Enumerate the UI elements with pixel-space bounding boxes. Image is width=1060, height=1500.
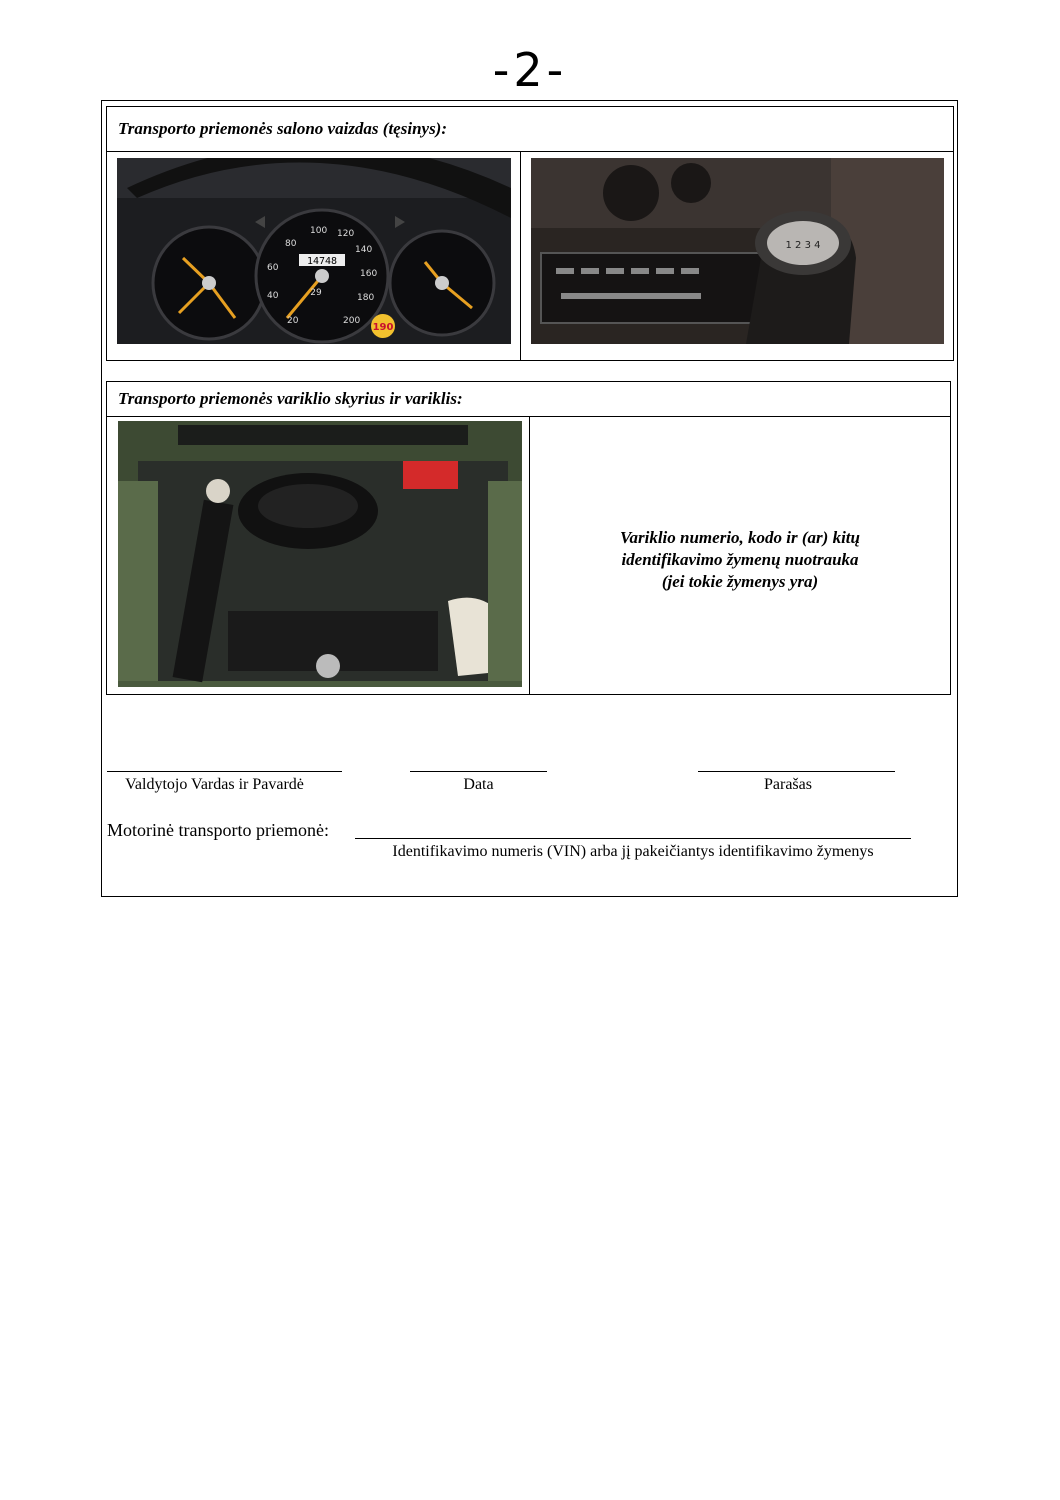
vin-caption: Identifikavimo numeris (VIN) arba jį pakeičiantys identifikavimo žymenys: [392, 843, 874, 860]
page-number: -2-: [492, 43, 568, 97]
svg-text:40: 40: [267, 291, 279, 301]
signature-line[interactable]: [698, 771, 895, 772]
engine-section-title: Transporto priemonės variklio skyrius ir variklis:: [106, 381, 951, 417]
svg-text:120: 120: [337, 229, 355, 239]
svg-text:60: 60: [267, 263, 279, 273]
svg-text:29: 29: [310, 288, 322, 298]
engine-id-caption-line-2: identifikavimo žymenų nuotrauka: [621, 550, 859, 569]
date-label: Data: [463, 776, 494, 793]
engine-photo-cell: [106, 416, 530, 695]
vehicle-label: Motorinė transporto priemonė:: [107, 820, 329, 840]
svg-text:100: 100: [310, 226, 328, 236]
interior-section-title: Transporto priemonės salono vaizdas (tęsinys):: [106, 106, 954, 152]
date-line[interactable]: [410, 771, 547, 772]
svg-text:200: 200: [343, 316, 361, 326]
dashboard-photo: [117, 158, 511, 344]
gear-shifter-photo: [531, 158, 944, 344]
vin-line[interactable]: [355, 838, 911, 839]
engine-id-caption: [530, 527, 950, 593]
engine-bay-photo: [118, 421, 522, 687]
signature-label: Parašas: [764, 776, 812, 793]
interior-photo-right-cell: [520, 151, 954, 361]
interior-photo-left-cell: [106, 151, 521, 361]
svg-text:140: 140: [355, 245, 373, 255]
svg-text:14748: 14748: [306, 256, 338, 267]
svg-text:80: 80: [285, 239, 297, 249]
svg-text:160: 160: [360, 269, 378, 279]
owner-name-line[interactable]: [107, 771, 342, 772]
engine-id-caption-line-1: Variklio numerio, kodo ir (ar) kitų: [620, 528, 860, 547]
engine-id-placeholder-cell: [529, 416, 951, 695]
svg-text:180: 180: [357, 293, 375, 303]
svg-text:190: 190: [372, 322, 394, 333]
svg-text:1 2 3 4: 1 2 3 4: [785, 240, 821, 251]
svg-text:20: 20: [287, 316, 299, 326]
owner-name-label: Valdytojo Vardas ir Pavardė: [125, 776, 304, 793]
engine-id-caption-line-3: (jei tokie žymenys yra): [661, 572, 819, 591]
